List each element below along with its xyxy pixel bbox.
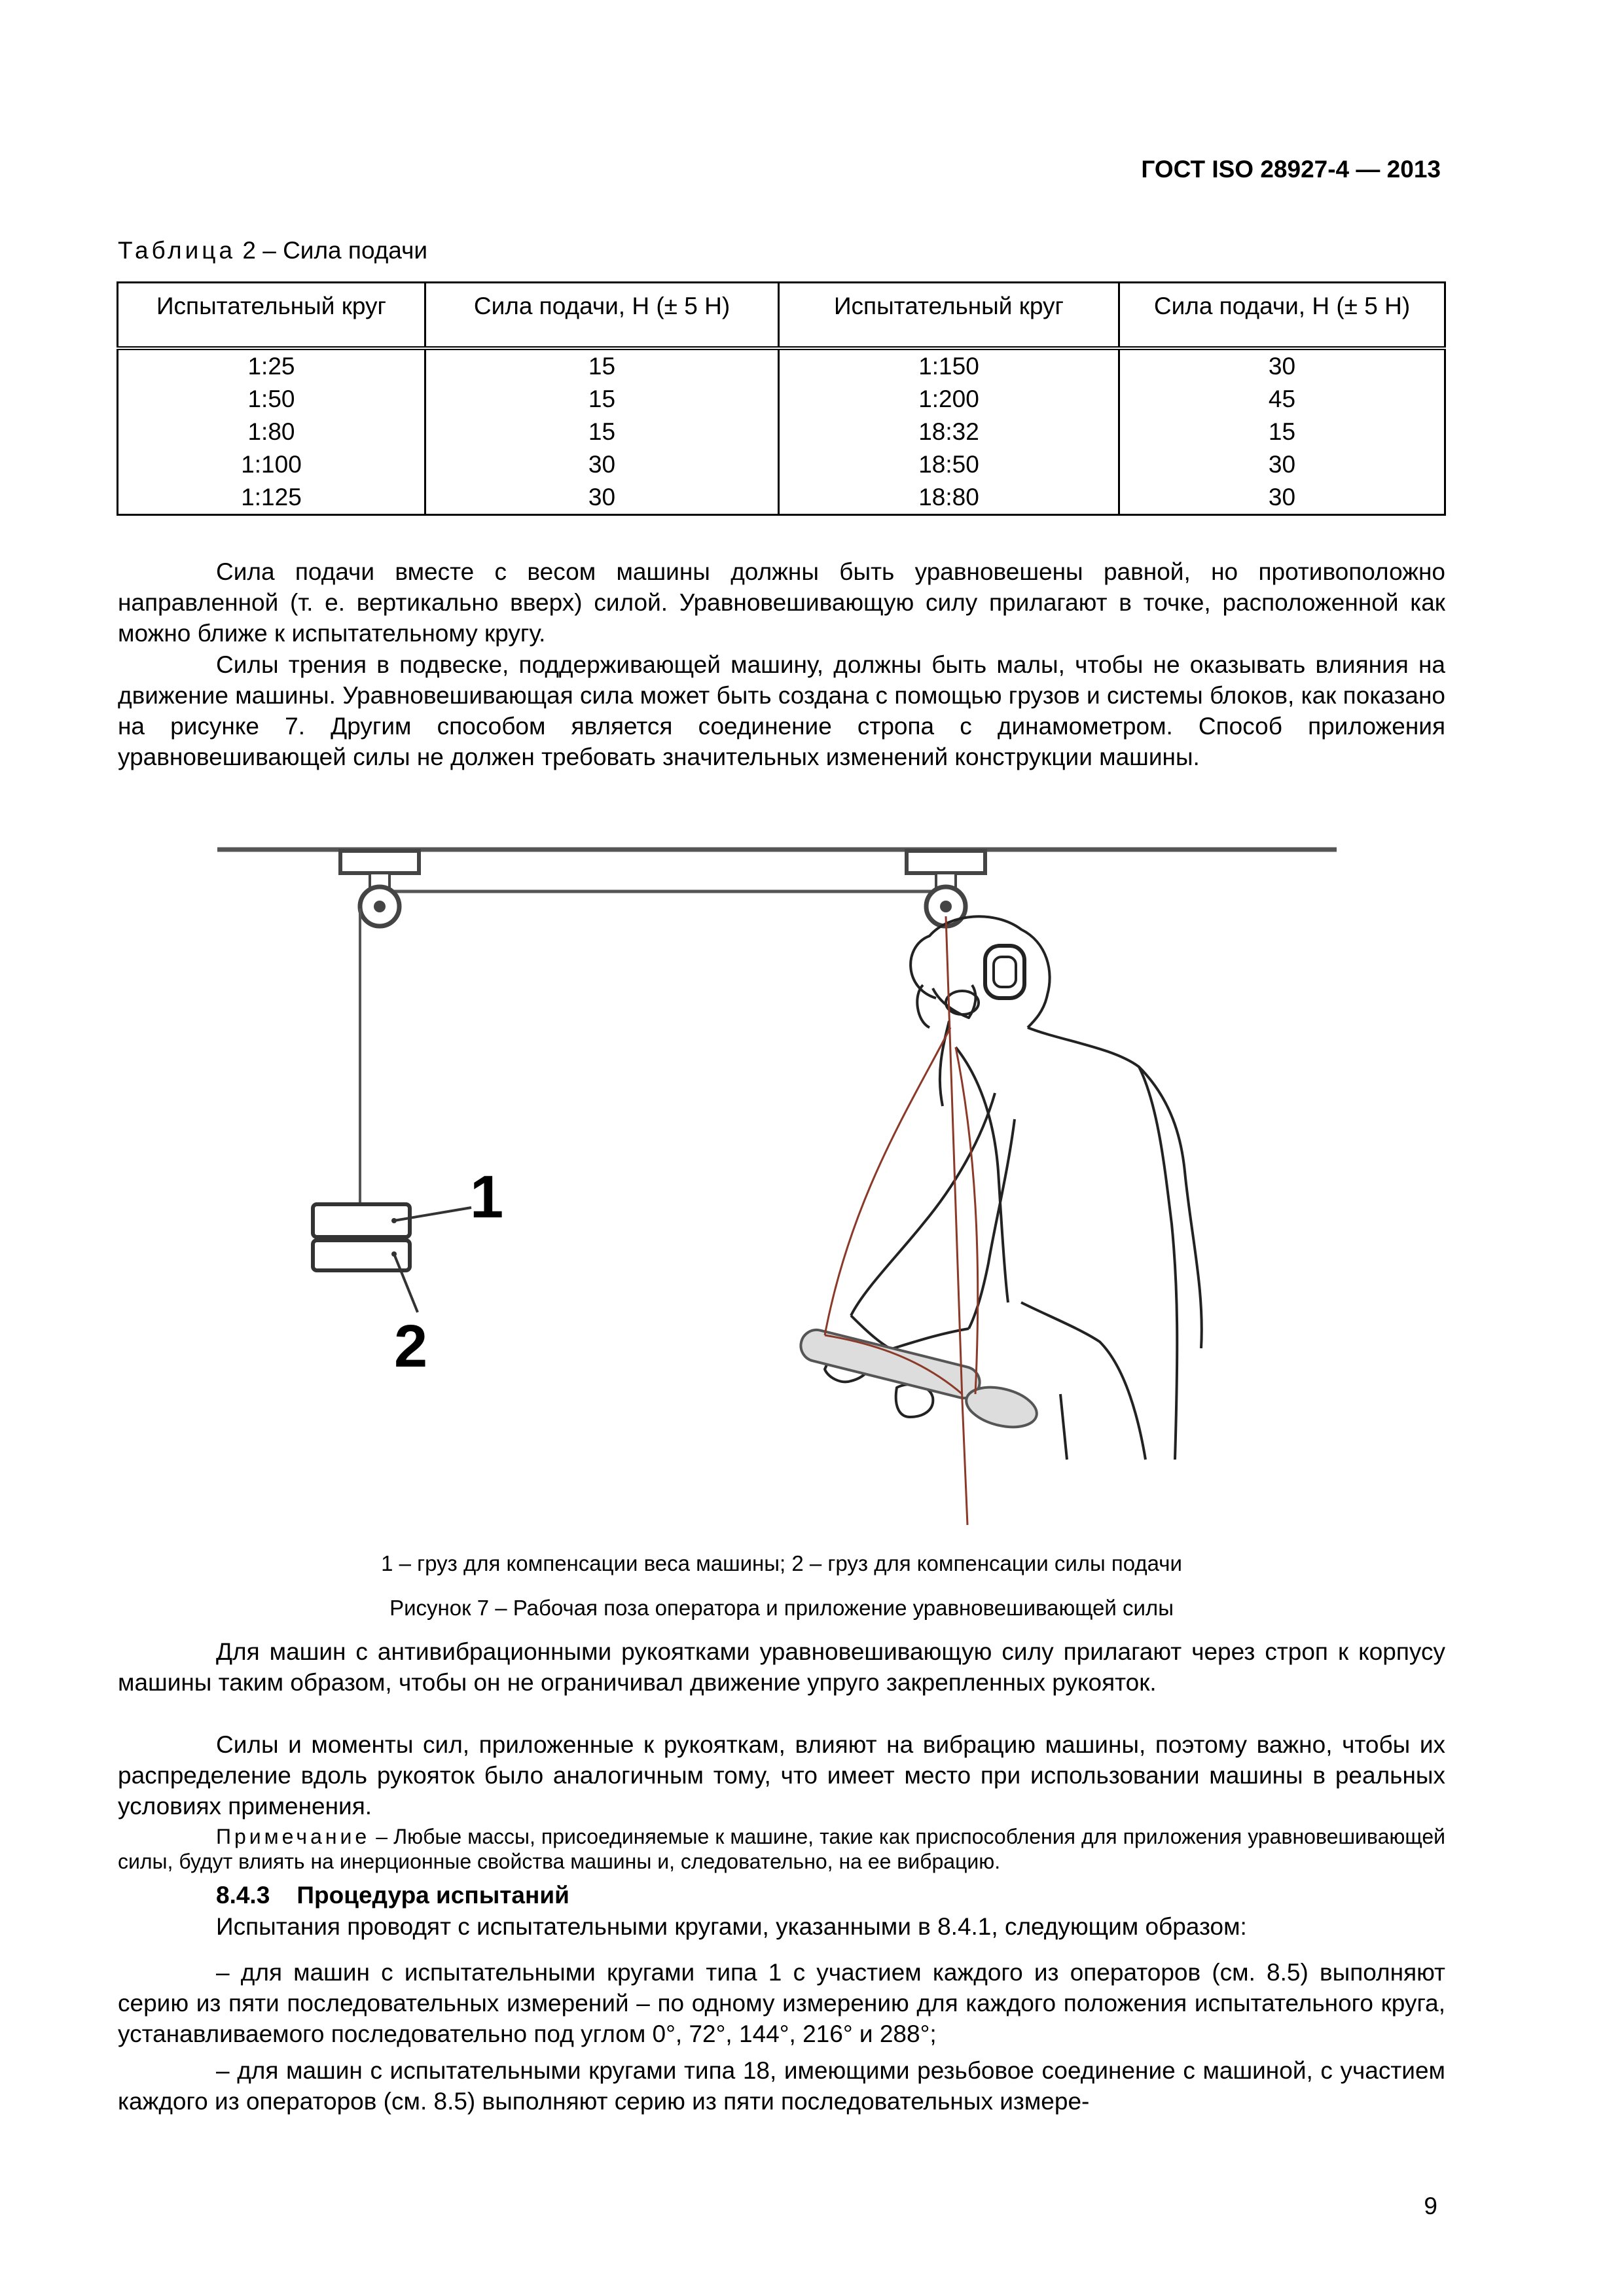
right-pulley bbox=[907, 851, 985, 926]
table-cell: 15 bbox=[425, 383, 779, 416]
table-row bbox=[118, 416, 1445, 448]
column-header: Испытательный круг bbox=[779, 283, 1119, 348]
operator-posture-figure bbox=[209, 831, 1348, 1538]
table-cell: 18:50 bbox=[779, 448, 1119, 481]
table-cell: 45 bbox=[1119, 383, 1445, 416]
table-row bbox=[118, 448, 1445, 481]
document-header: ГОСТ ISO 28927-4 — 2013 bbox=[1141, 156, 1441, 183]
left-pulley bbox=[340, 851, 419, 926]
table-cell: 1:100 bbox=[118, 448, 425, 481]
paragraph: Испытания проводят с испытательными кругами, указанными в 8.4.1, следующим образом: bbox=[216, 1913, 1247, 1940]
table-row bbox=[118, 481, 1445, 515]
section-title: Процедура испытаний bbox=[297, 1882, 569, 1909]
note bbox=[118, 1824, 1445, 1874]
table-caption-title: 2 – Сила подачи bbox=[242, 237, 428, 264]
page-number: 9 bbox=[1424, 2193, 1437, 2219]
table-cell: 1:125 bbox=[118, 481, 425, 515]
paragraph: Силы трения в подвеске, поддерживающей машину, должны быть малы, чтобы не оказывать влияния на движение машины. Уравновешивающая сила может быть создана с помощью грузов и системы блоков, как показано на рисунке 7. Другим способом является соединение стропа с динамометром. Способ приложения уравновешивающей силы не должен требовать значительных изменений конструкции машины. bbox=[118, 651, 1445, 770]
column-header: Сила подачи, Н (± 5 Н) bbox=[425, 283, 779, 348]
suspension-rope bbox=[825, 916, 978, 1525]
note-text: – Любые массы, присоединяемые к машине, такие как приспособления для приложения уравновешивающей силы, будут влиять на инерционные свойства машины и, следовательно, на ее вибрацию. bbox=[118, 1825, 1445, 1873]
label-1: 1 bbox=[470, 1164, 504, 1230]
table-cell: 15 bbox=[425, 416, 779, 448]
table-cell: 1:25 bbox=[118, 348, 425, 383]
table-cell: 1:50 bbox=[118, 383, 425, 416]
section-heading bbox=[118, 1880, 1445, 1910]
table-row bbox=[118, 383, 1445, 416]
column-header: Сила подачи, Н (± 5 Н) bbox=[1119, 283, 1445, 348]
figure-legend: 1 – груз для компенсации веса машины; 2 – груз для компенсации силы подачи bbox=[381, 1551, 1182, 1575]
table-cell: 1:80 bbox=[118, 416, 425, 448]
table-cell: 15 bbox=[425, 348, 779, 383]
paragraph: Сила подачи вместе с весом машины должны быть уравновешены равной, но противоположно направленной (т. е. вертикально вверх) силой. Уравновешивающую силу прилагают в точке, расположенной как можно ближе к испытательному кругу. bbox=[118, 558, 1445, 647]
table-cell: 30 bbox=[1119, 481, 1445, 515]
table-cell: 30 bbox=[1119, 448, 1445, 481]
list-item: – для машин с испытательными кругами типа 1 с участием каждого из операторов (см. 8.5) выполняют серию из пяти последовательных измерений – по одному измерению для каждого положения испытательного круга, устанавливаемого последовательно под углом 0°, 72°, 144°, 216° и 288°; bbox=[118, 1959, 1445, 2047]
table-cell: 30 bbox=[425, 481, 779, 515]
list-item: – для машин с испытательными кругами типа 18, имеющими резьбовое соединение с машиной, с участием каждого из операторов (см. 8.5) выполняют серию из пяти последовательных измере- bbox=[118, 2057, 1445, 2115]
table-cell: 30 bbox=[425, 448, 779, 481]
table-cell: 15 bbox=[1119, 416, 1445, 448]
feed-force-table bbox=[117, 281, 1446, 516]
note-label: Примечание bbox=[216, 1825, 370, 1848]
column-header: Испытательный круг bbox=[118, 283, 425, 348]
table-cell: 1:150 bbox=[779, 348, 1119, 383]
table-caption-label: Таблица bbox=[118, 237, 236, 264]
table-cell: 18:80 bbox=[779, 481, 1119, 515]
table-cell: 18:32 bbox=[779, 416, 1119, 448]
table-caption bbox=[118, 237, 427, 264]
table-cell: 30 bbox=[1119, 348, 1445, 383]
label-2: 2 bbox=[394, 1313, 428, 1380]
table-row bbox=[118, 348, 1445, 383]
figure-caption: Рисунок 7 – Рабочая поза оператора и приложение уравновешивающей силы bbox=[389, 1596, 1174, 1620]
paragraph: Силы и моменты сил, приложенные к рукояткам, влияют на вибрацию машины, поэтому важно, чтобы их распределение вдоль рукояток было аналогичным тому, что имеет место при использовании машины в реальных условиях применения. bbox=[118, 1731, 1445, 1820]
section-number: 8.4.3 bbox=[216, 1882, 270, 1909]
table-cell: 1:200 bbox=[779, 383, 1119, 416]
paragraph: Для машин с антивибрационными рукоятками уравновешивающую силу прилагают через строп к корпусу машины таким образом, чтобы он не ограничивал движение упруго закрепленных рукояток. bbox=[118, 1638, 1445, 1696]
